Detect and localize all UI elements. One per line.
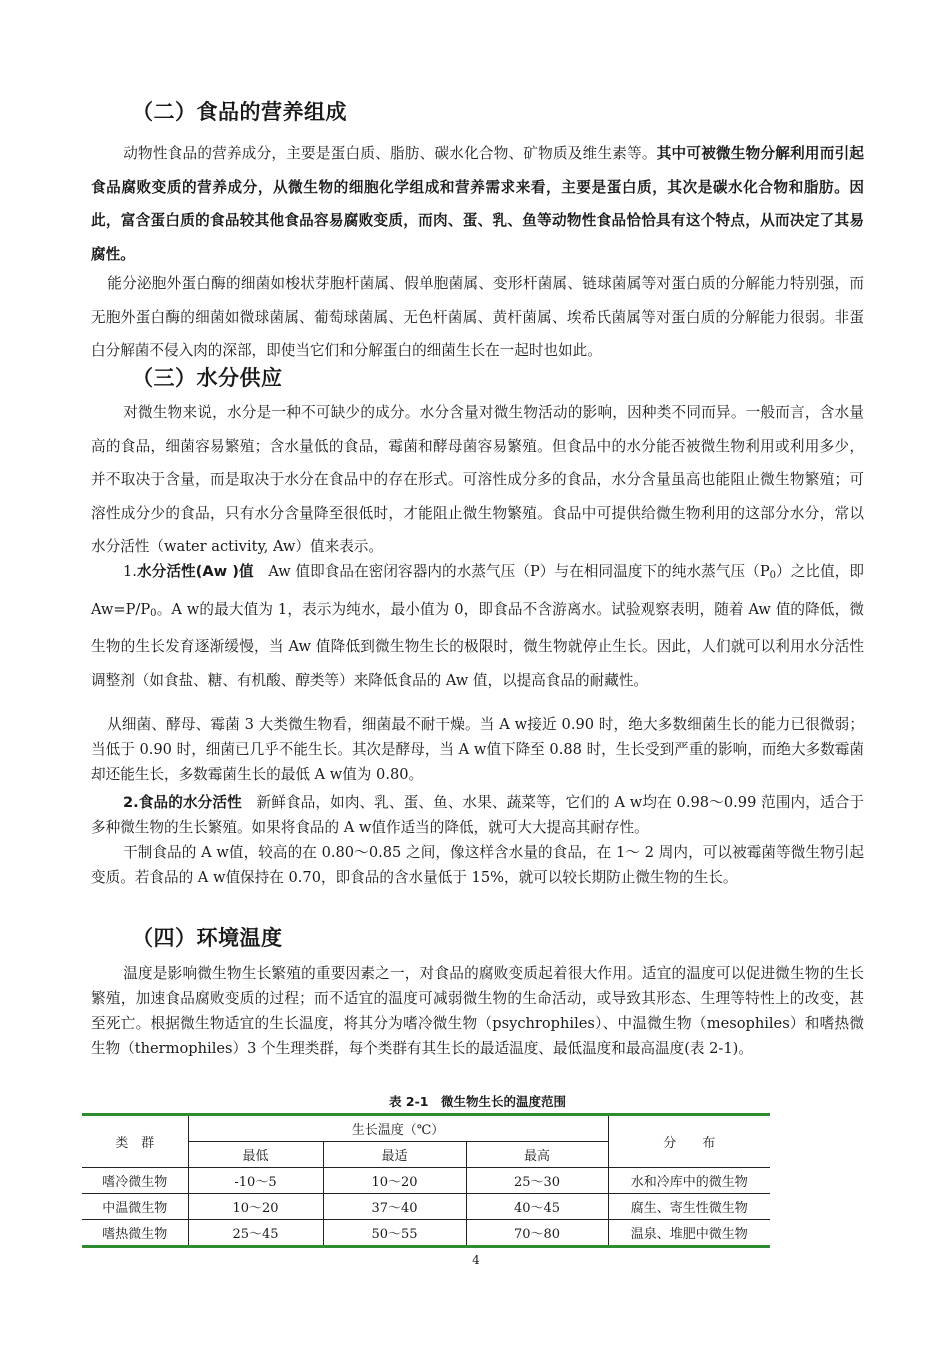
header-temperature: 生长温度（℃） — [188, 1115, 608, 1142]
cell-max: 25～30 — [466, 1168, 608, 1194]
table-row — [82, 1168, 770, 1194]
cell-min: 10～20 — [188, 1194, 323, 1220]
table-row — [82, 1194, 770, 1220]
cell-group: 中温微生物 — [82, 1194, 188, 1220]
section-title-nutrition: （二）食品的营养组成 — [132, 100, 347, 124]
cell-group: 嗜热微生物 — [82, 1220, 188, 1247]
paragraph-nutrition-2 — [91, 267, 864, 368]
subheader-min: 最低 — [188, 1142, 323, 1168]
cell-opt: 10～20 — [323, 1168, 466, 1194]
paragraph-nutrition-2-text: 能分泌胞外蛋白酶的细菌如梭状芽胞杆菌属、假单胞菌属、变形杆菌属、链球菌属等对蛋白质的分解能力特别强，而无胞外蛋白酶的细菌如微球菌属、葡萄球菌属、无色杆菌属、黄杆菌属、埃希氏菌属等对蛋白质的分解能力很弱。非蛋白分解菌不侵入肉的深部，即使当它们和分解蛋白的细菌生长在一起时也如此。 — [91, 275, 864, 359]
section-title-temperature: （四）环境温度 — [132, 926, 283, 950]
subheader-max: 最高 — [466, 1142, 608, 1168]
cell-min: 25～45 — [188, 1220, 323, 1247]
item1-heading: 水分活性(Aw )值 — [136, 563, 254, 580]
item1-text-c: 。A w的最大值为 1，表示为纯水，最小值为 0，即食品不含游离水。试验观察表明，随着 Aw 值的降低，微生物的生长发育逐渐缓慢，当 Aw 值降低到微生物生长的极限时，微生物就停止生长。因此，人们就可以利用水分活性调整剂（如食盐、糖、有机酸、醇类等）来降低食品的 Aw 值，以提高食品的耐藏性。 — [91, 600, 864, 689]
paragraph-water-3-text: 干制食品的 A w值，较高的在 0.80～0.85 之间，像这样含水量的食品，在 1～ 2 周内，可以被霉菌等微生物引起变质。若食品的 A w值保持在 0.70，即食品的含水量低于 15%，就可以较长期防止微生物的生长。 — [91, 844, 864, 886]
cell-opt: 50～55 — [323, 1220, 466, 1247]
cell-max: 40～45 — [466, 1194, 608, 1220]
paragraph-temperature-1 — [91, 961, 864, 1061]
paragraph-water-2 — [91, 712, 864, 787]
cell-dist: 温泉、堆肥中微生物 — [608, 1220, 770, 1247]
paragraph-water-1 — [91, 396, 864, 564]
item1-subscript-2: 0 — [150, 607, 157, 619]
cell-group: 嗜冷微生物 — [82, 1168, 188, 1194]
paragraph-nutrition-1 — [91, 137, 864, 271]
header-distribution: 分 布 — [608, 1115, 770, 1168]
paragraph-water-item2 — [91, 790, 864, 840]
table-caption: 表 2-1 微生物生长的温度范围 — [389, 1094, 566, 1109]
subheader-opt: 最适 — [323, 1142, 466, 1168]
paragraph-water-2-text: 从细菌、酵母、霉菌 3 大类微生物看，细菌最不耐干燥。当 A w接近 0.90 时，绝大多数细菌生长的能力已很微弱；当低于 0.90 时，细菌已几乎不能生长。其次是酵母，当 A w值下降至 0.88 时，生长受到严重的影响，而绝大多数霉菌却还能生长，多数霉菌生长的最低 A w值为 0.80。 — [91, 716, 864, 783]
table-row — [82, 1220, 770, 1247]
paragraph-water-1-text: 对微生物来说，水分是一种不可缺少的成分。水分含量对微生物活动的影响，因种类不同而异。一般而言，含水量高的食品，细菌容易繁殖；含水量低的食品，霉菌和酵母菌容易繁殖。但食品中的水分能否被微生物利用或利用多少，并不取决于含量，而是取决于水分在食品中的存在形式。可溶性成分多的食品，水分含量虽高也能阻止微生物繁殖；可溶性成分少的食品，只有水分含量降至很低时，才能阻止微生物繁殖。食品中可提供给微生物利用的这部分水分，常以水分活性（water activity, Aw）值来表示。 — [91, 404, 864, 555]
header-group: 类 群 — [82, 1115, 188, 1168]
page-number: 4 — [472, 1253, 480, 1267]
paragraph-temperature-1-text: 温度是影响微生物生长繁殖的重要因素之一，对食品的腐败变质起着很大作用。适宜的温度可以促进微生物的生长繁殖，加速食品腐败变质的过程；而不适宜的温度可减弱微生物的生命活动，或导致其形态、生理等特性上的改变，甚至死亡。根据微生物适宜的生长温度，将其分为嗜冷微生物（psychrophiles）、中温微生物（mesophiles）和嗜热微生物（thermophiles）3 个生理类群，每个类群有其生长的最适温度、最低温度和最高温度(表 2-1)。 — [91, 965, 864, 1057]
table-header-row — [82, 1115, 770, 1142]
item2-text: 新鲜食品，如肉、乳、蛋、鱼、水果、蔬菜等，它们的 A w均在 0.98～0.99 范围内，适合于多种微生物的生长繁殖。如果将食品的 A w值作适当的降低，就可大大提高其耐存性。 — [91, 794, 864, 836]
item1-text-b: ）之比值，即 Aw=P/P — [91, 563, 864, 618]
temperature-table — [82, 1113, 770, 1248]
cell-max: 70～80 — [466, 1220, 608, 1247]
paragraph-water-3 — [91, 840, 864, 890]
cell-opt: 37～40 — [323, 1194, 466, 1220]
section-title-water: （三）水分供应 — [132, 366, 283, 390]
paragraph-water-activity — [91, 555, 864, 697]
cell-dist: 水和冷库中的微生物 — [608, 1168, 770, 1194]
item2-heading: 2.食品的水分活性 — [123, 794, 242, 811]
cell-dist: 腐生、寄生性微生物 — [608, 1194, 770, 1220]
item1-number: 1. — [123, 563, 137, 580]
paragraph-nutrition-1-text: 动物性食品的营养成分，主要是蛋白质、脂肪、碳水化合物、矿物质及维生素等。 — [123, 145, 657, 162]
item1-text-a: Aw 值即食品在密闭容器内的水蒸气压（P）与在相同温度下的纯水蒸气压（P — [268, 563, 770, 580]
paragraph-nutrition-1-bold: 其中可被微生物分解利用而引起食品腐败变质的营养成分，从微生物的细胞化学组成和营养需求来看，主要是蛋白质，其次是碳水化合物和脂肪。因此，富含蛋白质的食品较其他食品容易腐败变质，而肉、蛋、乳、鱼等动物性食品恰恰具有这个特点，从而决定了其易腐性。 — [91, 145, 864, 263]
item1-subscript: 0 — [769, 570, 777, 581]
cell-min: -10～5 — [188, 1168, 323, 1194]
